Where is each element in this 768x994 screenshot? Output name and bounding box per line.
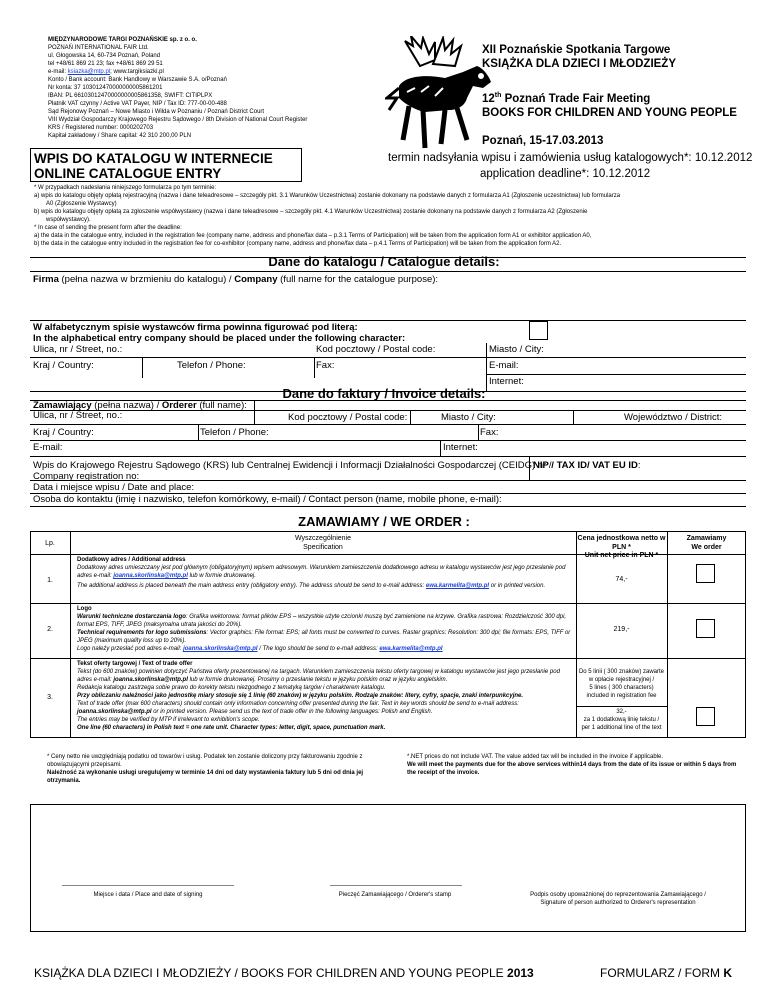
row-desc-pl: Tekst (do 600 znaków) powinien dotyczyć Państwa oferty prezentowanej na targach. Warunkiem zamieszczenia tekstu oferty targowej w katalogu wystawców jest jego przesłanie pod adres e-mail: joanna.skorlinska@mtp.pl lub w formie drukowanej. Prosimy o przesłanie tekstu w języku polskim oraz w języku angielskim.: [77, 669, 560, 683]
orderer-field[interactable]: Zamawiający (pełna nazwa) / Orderer (full name):: [33, 400, 247, 411]
krs-label-en: Company registration no:: [33, 471, 140, 482]
note-line: a) the data in the catalogue entry, included in the registration fee (company name, address and phone/fax data – p.3.1 Terms of Participation) will be taken from the application form A1 or exhibitor application A0,: [34, 233, 592, 239]
krs-label[interactable]: Wpis do Krajowego Rejestru Sądowego (KRS) lub Centralnej Ewidencji i Informacji Działalności Gospodarczej (CEIDG) nr /: [33, 460, 552, 471]
inv-district-field[interactable]: Województwo / District:: [624, 412, 723, 423]
order-checkbox-additional-address[interactable]: [696, 564, 715, 583]
footer-form: FORMULARZ / FORM K: [600, 966, 732, 980]
note-line: a) wpis do katalogu objęty opłatą rejestracyjną (nazwa i dane teleadresowe – szczegóły pkt. 3.1 Warunków Uczestnictwa) zostanie dokonany na podstawie danych z formularza A1 (Zgłoszenie uczestnictwa) lub formularza: [34, 193, 621, 199]
company-line: VIII Wydział Gospodarczy Krajowego Rejestru Sądowego / 8th Division of National Court Register: [48, 117, 308, 123]
email-link[interactable]: ewa.karmelita@mtp.pl: [425, 583, 490, 589]
inv-internet-field[interactable]: Internet:: [443, 442, 478, 453]
company-line: ul. Głogowska 14, 60-734 Poznań, Poland: [48, 53, 161, 59]
inv-city-field[interactable]: Miasto / City:: [441, 412, 496, 423]
company-line: IBAN: PL 66103012470000000005861358, SWIFT: CITIPLPX: [48, 93, 213, 99]
footnote-pl: * Ceny netto nie uwzględniają podatku od towarów i usług. Podatek ten zostanie doliczony przy fakturowaniu zgodnie z obowiązującymi przepisami. Należność za wykonanie usługi uregulujemy w terminie 14 dni od daty wystawienia faktury lub 5 dni od dnia jej otrzymania.: [47, 754, 364, 784]
event-title-en: 12th Poznań Trade Fair Meeting: [482, 92, 651, 105]
row-lp: 2.: [47, 626, 53, 633]
company-line: Sąd Rejonowy Poznań – Nowe Miasto i Wilda w Poznaniu / Poznań District Court: [48, 109, 265, 115]
company-email-line: e-mail: ksiazka@mtp.pl; www.targiksiazki.pl: [48, 69, 164, 75]
inv-street-field[interactable]: Ulica, nr / Street, no.:: [33, 410, 123, 421]
row-price: 74,-: [615, 576, 628, 583]
row-desc-pl: Dodatkowy adres umieszczany jest pod głównym (obligatoryjnym) wpisem adresowym. Warunkiem zamieszczenia dodatkowego adresu w katalogu wystawców jest jego przesłanie pod adres e-mail: joanna.skorlinska@mtp.pl lub w formie drukowanej.: [77, 565, 566, 579]
row-desc-en: One line (60 characters) in Polish text = one rate unit. Character types: letter, digit, space, punctuation mark.: [77, 725, 386, 731]
row-price: 219,-: [613, 626, 630, 633]
row-desc-en: Technical requirements for logo submissions: Vector graphics: File format: EPS; all fonts must be converted to curves. Raster graphics: Resolution: 300 dpi; file formats: EPS, TIFF or JPEG (maximum quality loss up to 20%).: [77, 630, 571, 644]
company-line: POZNAŃ INTERNATIONAL FAIR Ltd.: [48, 45, 149, 51]
row-desc-en: Text of trade offer (max 600 characters) should contain only information concerning offer presented during the fair. Text in key words should be send to e-mail address: joanna.skorlinska@mtp.pl or in printed version. Please send us the text of trade offer in the following languages: Polish and English.: [77, 701, 519, 715]
row-desc-pl: Warunki techniczne dostarczania logo: Grafika wektorowa: format plików EPS – wszystkie użyte czcionki muszą być zamienione na krzywe. Grafika rastrowa: Rozdzielczość 300 dpi, format EPS, TIFF, JPEG (maksymalna utrata jakości do 20%).: [77, 614, 567, 628]
col-order: Zamawiamy We order: [686, 535, 727, 551]
form-title-en: ONLINE CATALOGUE ENTRY: [34, 166, 222, 181]
email-link[interactable]: joanna.skorlinska@mtp.pl: [113, 677, 188, 683]
inv-fax-field[interactable]: Fax:: [480, 427, 499, 438]
col-price: Cena jednostkowa netto w PLN * Unit net price in PLN *: [577, 535, 666, 559]
cat-city-field[interactable]: Miasto / City:: [489, 344, 544, 355]
alpha-letter-checkbox[interactable]: [529, 321, 548, 340]
cat-phone-field[interactable]: Telefon / Phone:: [177, 360, 246, 371]
row-price-included: Do 5 linii ( 300 znaków) zawarte w opłacie rejestracyjnej / 5 lines ( 300 characters) included in registration fee: [578, 669, 665, 699]
event-subtitle-pl: KSIĄŻKA DLA DZIECI I MŁODZIEŻY: [482, 58, 677, 70]
company-info: [48, 36, 378, 140]
note-line: b) wpis do katalogu objęty opłatą za zgłoszenie współwystawcy (nazwa i dane teleadresowe – szczegóły pkt. 4.1 Warunków Uczestnictwa) zostanie dokonany na podstawie danych z formularza A2 (Zgłoszenie: [34, 209, 588, 215]
note-line: * In case of sending the present form after the deadline:: [34, 225, 182, 231]
cat-country-field[interactable]: Kraj / Country:: [33, 360, 94, 371]
firma-field[interactable]: Firma (pełna nazwa w brzmieniu do katalogu) / Company (full name for the catalogue purpose):: [33, 274, 439, 285]
inv-postal-field[interactable]: Kod pocztowy / Postal code:: [288, 412, 408, 423]
row-desc-en: The additional address is placed beneath the main address entry (obligatory entry). The address should be send to e-mail address: ewa.karmelita@mtp.pl or in printed version.: [77, 583, 546, 589]
event-subtitle-en: BOOKS FOR CHILDREN AND YOUNG PEOPLE: [482, 106, 737, 119]
place-date-field[interactable]: Miejsce i data / Place and date of signing: [93, 892, 203, 898]
inv-country-field[interactable]: Kraj / Country:: [33, 427, 94, 438]
inv-phone-field[interactable]: Telefon / Phone:: [200, 427, 269, 438]
email-link[interactable]: ewa.karmelita@mtp.pl: [379, 646, 443, 652]
order-checkbox-logo[interactable]: [696, 619, 715, 638]
cat-street-field[interactable]: Ulica, nr / Street, no.:: [33, 344, 123, 355]
row-desc-pl: Przy obliczaniu należności jako jednostkę miary stosuje się 1 linię (60 znaków) w języku polskim. Rodzaje znaków: litery, cyfry, spacje, znaki interpunkcyjne.: [77, 693, 524, 699]
note-line: * W przypadkach nadesłania niniejszego formularza po tym terminie:: [34, 185, 217, 191]
row-title: Dodatkowy adres / Additional address: [77, 557, 186, 563]
contact-person-field[interactable]: Osoba do kontaktu (imię i nazwisko, telefon komórkowy, e-mail) / Contact person (name, mobile phone, e-mail):: [33, 494, 502, 505]
company-name: MIĘDZYNARODOWE TARGI POZNAŃSKIE sp. z o. o.: [48, 37, 197, 43]
row-lp: 3.: [47, 694, 53, 701]
krs-date-field[interactable]: Data i miejsce wpisu / Date and place:: [33, 482, 195, 493]
footer-title: KSIĄŻKA DLA DZIECI I MŁODZIEŻY / BOOKS FOR CHILDREN AND YOUNG PEOPLE 2013: [34, 966, 534, 980]
note-line: b) the data in the catalogue entry included in the registration fee for co-exhibitor (company name, address and phone/fax data – p.4.1 Terms of Participation) will be taken from the application form A2.: [34, 241, 562, 247]
cat-postal-field[interactable]: Kod pocztowy / Postal code:: [316, 344, 436, 355]
footnote-en: *.NET prices do not include VAT. The value added tax will be included in the invoice if applicable. We will meet the payments due for the above services within14 days from the date of its issue or within 5 days from the receipt of the invoice.: [407, 754, 737, 776]
form-title-pl: WPIS DO KATALOGU W INTERNECIE: [34, 151, 273, 166]
order-row-additional-address: [77, 556, 572, 590]
row-title: Logo: [77, 606, 92, 612]
deadline-notes: [34, 184, 746, 248]
row-desc-en: The entries may be verified by MTP if irrelevant to exhibition's scope.: [77, 717, 260, 723]
deadline-en: application deadline*: 10.12.2012: [480, 168, 651, 180]
signature-box: [30, 804, 746, 932]
cat-internet-field[interactable]: Internet:: [489, 376, 524, 387]
row-lp: 1.: [47, 577, 53, 584]
email-link[interactable]: joanna.skorlinska@mtp.pl: [113, 573, 188, 579]
cat-fax-field[interactable]: Fax:: [316, 360, 335, 371]
row-desc-pl: Redakcja katalogu zastrzega sobie prawo do korekty tekstu niezgodnego z tematyką targów i charakterem katalogu.: [77, 685, 386, 691]
row-title: Tekst oferty targowej / Text of trade offer: [77, 661, 193, 667]
company-line: Nr konta: 37 103012470000000005861201: [48, 85, 163, 91]
invoice-heading: Dane do faktury / Invoice details:: [282, 386, 486, 401]
catalogue-heading: Dane do katalogu / Catalogue details:: [268, 254, 500, 269]
email-link[interactable]: joanna.skorlinska@mtp.pl: [183, 646, 258, 652]
alpha-label-en: In the alphabetical entry company should be placed under the following character:: [33, 333, 406, 344]
company-email-link[interactable]: ksiazka@mtp.pl: [67, 69, 111, 75]
form-title-box: [30, 148, 302, 182]
nip-field[interactable]: NIP / TAX ID/ VAT EU ID:: [533, 460, 641, 471]
company-line: Kapitał zakładowy / Share capital: 42 310 200,00 PLN: [48, 133, 192, 139]
event-title-pl: XII Poznańskie Spotkania Targowe: [482, 44, 671, 56]
note-line: A0 (Zgłoszenie Wystawcy): [46, 201, 117, 207]
order-heading: ZAMAWIAMY / WE ORDER :: [298, 514, 470, 529]
event-date: Poznań, 15-17.03.2013: [482, 134, 604, 147]
row-send: Logo należy przesłać pod adres e-mail: joanna.skorlinska@mtp.pl / The logo should be send to e-mail address: ewa.karmelita@mtp.pl: [77, 646, 443, 652]
col-spec: Wyszczególnienie Specification: [295, 535, 351, 551]
order-row-logo: [77, 605, 572, 653]
alpha-label-pl: W alfabetycznym spisie wystawców firma powinna figurować pod literą:: [33, 322, 358, 333]
inv-email-field[interactable]: E-mail:: [33, 442, 63, 453]
company-line: tel +48/61 869 21 23; fax +48/61 869 29 51: [48, 61, 163, 67]
row-price-extra: 32,- za 1 dodatkową linię tekstu / per 1 additional line of the text: [581, 709, 662, 731]
company-line: Konto / Bank account: Bank Handlowy w Warszawie S.A. o/Poznań: [48, 77, 227, 83]
order-row-trade-offer: [77, 660, 572, 732]
order-checkbox-trade-offer[interactable]: [696, 707, 715, 726]
note-line: współwystawcy).: [46, 217, 91, 223]
company-line: Płatnik VAT czynny / Active VAT Payer, NIP / Tax ID: 777-00-00-488: [48, 101, 227, 107]
event-info: [482, 43, 742, 148]
email-link[interactable]: joanna.skorlinska@mtp.pl: [77, 709, 152, 715]
col-lp: Lp.: [45, 540, 55, 547]
company-line: KRS / Registered number: 0000202703: [48, 125, 154, 131]
deadline-pl: termin nadsyłania wpisu i zamówienia usług katalogowych*: 10.12.2012: [388, 152, 753, 164]
orderer-stamp-field[interactable]: Pieczęć Zamawiającego / Orderer's stamp: [338, 892, 452, 898]
cat-email-field[interactable]: E-mail:: [489, 360, 519, 371]
signature-field[interactable]: Podpis osoby upoważnionej do reprezentowania Zamawiającego / Signature of person authorized to Orderer's representation: [530, 892, 706, 906]
